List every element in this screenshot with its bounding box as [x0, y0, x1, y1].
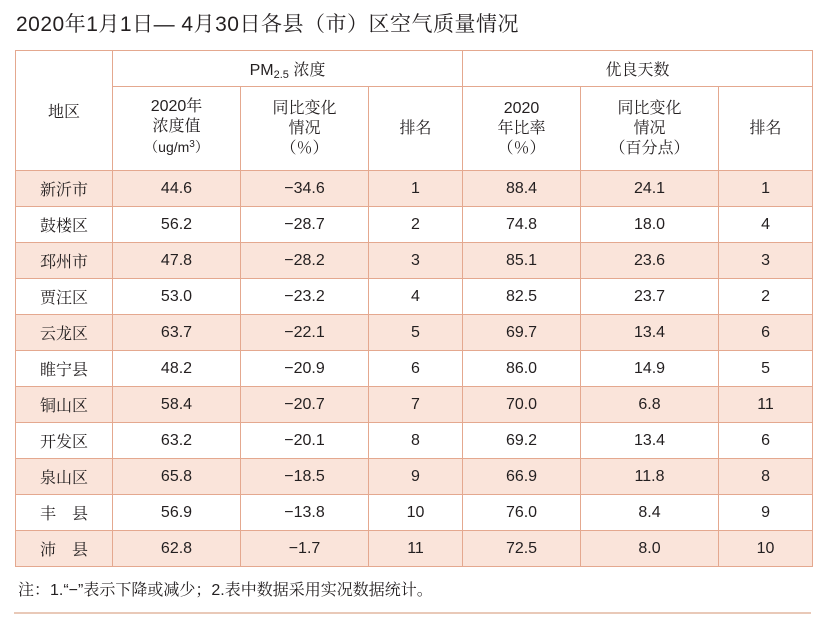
cell-pm25-value: 48.2	[113, 351, 241, 387]
cell-good-rank: 10	[719, 531, 813, 567]
cell-good-change: 23.7	[581, 279, 719, 315]
table-row	[16, 423, 813, 459]
cell-good-change: 24.1	[581, 171, 719, 207]
cell-good-rate: 85.1	[463, 243, 581, 279]
pm25-group-label-main: PM	[249, 62, 274, 79]
cell-good-rank: 11	[719, 387, 813, 423]
cell-pm25-value: 44.6	[113, 171, 241, 207]
cell-pm25-rank: 8	[369, 423, 463, 459]
cell-region: 云龙区	[16, 315, 113, 351]
cell-good-change: 13.4	[581, 423, 719, 459]
cell-good-rank: 1	[719, 171, 813, 207]
pm25-group-label-tail: 浓度	[288, 62, 326, 79]
cell-pm25-change: −20.7	[241, 387, 369, 423]
column-header-pm25-value	[113, 87, 241, 171]
column-group-header-pm25	[113, 51, 463, 87]
pm25-group-label-sub: 2.5	[273, 69, 289, 81]
column-header-pm25-change	[241, 87, 369, 171]
cell-pm25-rank: 1	[369, 171, 463, 207]
cell-pm25-change: −34.6	[241, 171, 369, 207]
cell-pm25-value: 63.2	[113, 423, 241, 459]
cell-pm25-change: −20.1	[241, 423, 369, 459]
cell-region: 贾汪区	[16, 279, 113, 315]
header-line: 同比变化	[617, 99, 682, 117]
air-quality-table	[15, 50, 813, 567]
header-line: 情况	[633, 119, 666, 137]
cell-good-change: 23.6	[581, 243, 719, 279]
table-header-sub-row	[16, 87, 813, 171]
footer-divider	[14, 612, 811, 614]
cell-good-rate: 69.2	[463, 423, 581, 459]
cell-pm25-value: 63.7	[113, 315, 241, 351]
cell-region: 泉山区	[16, 459, 113, 495]
cell-good-rank: 4	[719, 207, 813, 243]
cell-good-rate: 74.8	[463, 207, 581, 243]
cell-good-change: 11.8	[581, 459, 719, 495]
cell-region: 鼓楼区	[16, 207, 113, 243]
column-group-header-good-days: 优良天数	[463, 51, 813, 87]
cell-pm25-value: 65.8	[113, 459, 241, 495]
cell-good-change: 18.0	[581, 207, 719, 243]
cell-good-change: 8.4	[581, 495, 719, 531]
table-row	[16, 495, 813, 531]
header-line: 情况	[288, 119, 321, 137]
table-row	[16, 531, 813, 567]
cell-good-rate: 70.0	[463, 387, 581, 423]
table-row	[16, 243, 813, 279]
cell-good-rank: 2	[719, 279, 813, 315]
cell-good-rate: 66.9	[463, 459, 581, 495]
cell-region: 铜山区	[16, 387, 113, 423]
cell-good-rate: 88.4	[463, 171, 581, 207]
cell-pm25-change: −20.9	[241, 351, 369, 387]
cell-good-rate: 76.0	[463, 495, 581, 531]
cell-pm25-rank: 10	[369, 495, 463, 531]
cell-pm25-rank: 2	[369, 207, 463, 243]
cell-pm25-change: −28.7	[241, 207, 369, 243]
column-header-pm25-rank: 排名	[369, 87, 463, 171]
header-line: 浓度值	[152, 118, 201, 135]
header-line: （百分点）	[609, 139, 690, 157]
cell-pm25-rank: 6	[369, 351, 463, 387]
cell-pm25-value: 47.8	[113, 243, 241, 279]
cell-good-change: 14.9	[581, 351, 719, 387]
cell-good-rate: 72.5	[463, 531, 581, 567]
cell-region: 沛 县	[16, 531, 113, 567]
cell-pm25-value: 58.4	[113, 387, 241, 423]
table-head	[16, 51, 813, 171]
cell-good-change: 6.8	[581, 387, 719, 423]
cell-pm25-rank: 9	[369, 459, 463, 495]
column-header-good-rate	[463, 87, 581, 171]
table-row	[16, 207, 813, 243]
cell-good-change: 13.4	[581, 315, 719, 351]
cell-pm25-change: −22.1	[241, 315, 369, 351]
cell-pm25-rank: 4	[369, 279, 463, 315]
cell-good-rank: 9	[719, 495, 813, 531]
cell-pm25-value: 62.8	[113, 531, 241, 567]
cell-pm25-change: −18.5	[241, 459, 369, 495]
table-body	[16, 171, 813, 567]
table-row	[16, 171, 813, 207]
column-header-region: 地区	[16, 51, 113, 171]
table-row	[16, 387, 813, 423]
header-line: 2020	[503, 99, 540, 117]
cell-region: 睢宁县	[16, 351, 113, 387]
cell-pm25-value: 56.9	[113, 495, 241, 531]
cell-pm25-change: −13.8	[241, 495, 369, 531]
cell-region: 开发区	[16, 423, 113, 459]
table-row	[16, 351, 813, 387]
table-row	[16, 315, 813, 351]
cell-good-rate: 69.7	[463, 315, 581, 351]
header-line: （％）	[280, 139, 329, 157]
cell-pm25-change: −23.2	[241, 279, 369, 315]
cell-good-rate: 86.0	[463, 351, 581, 387]
cell-pm25-value: 56.2	[113, 207, 241, 243]
cell-pm25-rank: 5	[369, 315, 463, 351]
cell-pm25-rank: 7	[369, 387, 463, 423]
cell-pm25-value: 53.0	[113, 279, 241, 315]
header-line: 同比变化	[272, 99, 337, 117]
cell-region: 丰 县	[16, 495, 113, 531]
cell-good-rank: 5	[719, 351, 813, 387]
cell-pm25-change: −1.7	[241, 531, 369, 567]
table-note: 注：1.“−”表示下降或减少；2.表中数据采用实况数据统计。	[18, 582, 433, 599]
cell-good-rank: 6	[719, 315, 813, 351]
cell-good-rank: 3	[719, 243, 813, 279]
cell-good-rate: 82.5	[463, 279, 581, 315]
cell-pm25-rank: 3	[369, 243, 463, 279]
cell-good-change: 8.0	[581, 531, 719, 567]
cell-region: 新沂市	[16, 171, 113, 207]
cell-region: 邳州市	[16, 243, 113, 279]
cell-pm25-change: −28.2	[241, 243, 369, 279]
table-header-group-row	[16, 51, 813, 87]
table-row	[16, 279, 813, 315]
header-line: 2020年	[150, 98, 203, 115]
cell-good-rank: 6	[719, 423, 813, 459]
header-line: （％）	[497, 139, 546, 157]
cell-good-rank: 8	[719, 459, 813, 495]
header-line-unit: $(ug/m^3)$	[144, 139, 209, 155]
column-header-good-change	[581, 87, 719, 171]
header-line: 年比率	[497, 119, 546, 137]
column-header-good-rank: 排名	[719, 87, 813, 171]
page-title: 2020年1月1日— 4月30日各县（市）区空气质量情况	[16, 13, 519, 36]
cell-pm25-rank: 11	[369, 531, 463, 567]
table-row	[16, 459, 813, 495]
